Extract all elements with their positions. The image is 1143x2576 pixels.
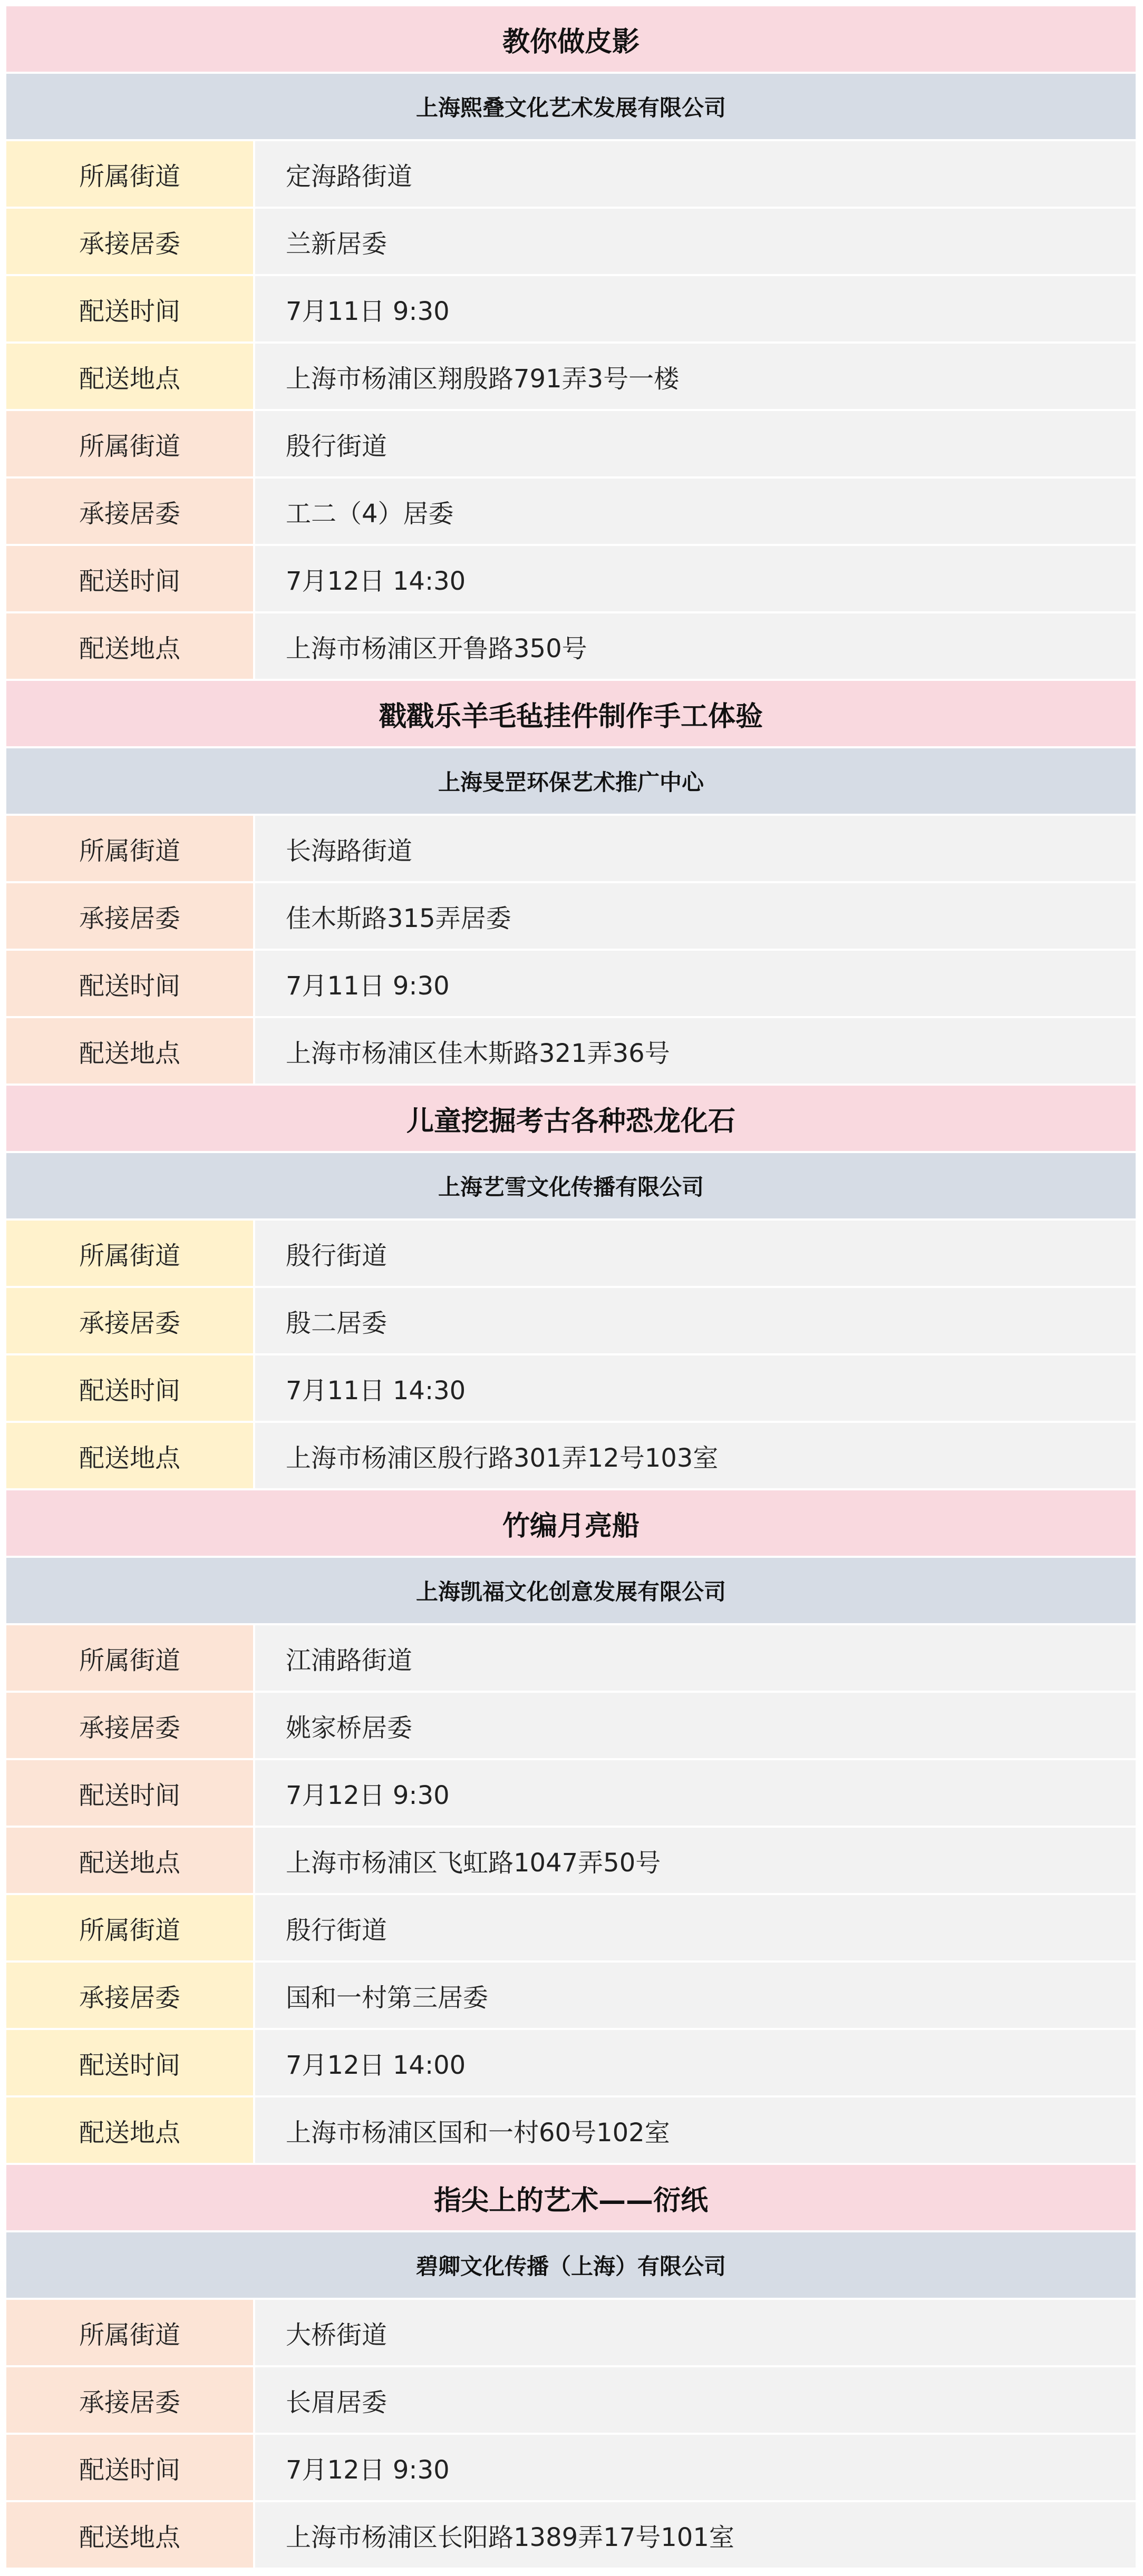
table-row: [6, 1625, 1136, 1691]
table-row: [6, 1693, 1136, 1758]
field-label: 配送地点: [6, 1423, 253, 1488]
field-value: 定海路街道: [255, 141, 1136, 207]
table-row: [6, 546, 1136, 611]
table-row: [6, 344, 1136, 409]
table-row: [6, 1221, 1136, 1286]
field-value: 长海路街道: [255, 816, 1136, 881]
event-title: 儿童挖掘考古各种恐龙化石: [6, 1086, 1136, 1151]
field-label: 承接居委: [6, 1693, 253, 1758]
table-row: [6, 209, 1136, 274]
table-row: [6, 141, 1136, 207]
table-row: [6, 1423, 1136, 1488]
field-value: 7月11日 9:30: [255, 951, 1136, 1016]
table-row: [6, 1828, 1136, 1893]
table-row: [6, 1288, 1136, 1353]
field-value: 上海市杨浦区殷行路301弄12号103室: [255, 1423, 1136, 1488]
table-row: [6, 2300, 1136, 2365]
field-value: 上海市杨浦区国和一村60号102室: [255, 2097, 1136, 2163]
field-value: 国和一村第三居委: [255, 1963, 1136, 2028]
field-label: 配送地点: [6, 344, 253, 409]
field-value: 7月12日 14:00: [255, 2030, 1136, 2095]
field-value: 上海市杨浦区佳木斯路321弄36号: [255, 1018, 1136, 1084]
table-row: [6, 2435, 1136, 2500]
field-value: 上海市杨浦区翔殷路791弄3号一楼: [255, 344, 1136, 409]
table-row: [6, 276, 1136, 341]
field-value: 7月12日 9:30: [255, 1760, 1136, 1826]
table-row: [6, 411, 1136, 476]
field-label: 所属街道: [6, 816, 253, 881]
table-row: [6, 1355, 1136, 1421]
event-title: 竹编月亮船: [6, 1490, 1136, 1556]
field-value: 殷行街道: [255, 1895, 1136, 1960]
field-label: 所属街道: [6, 1895, 253, 1960]
field-label: 配送时间: [6, 546, 253, 611]
organizer-name: 上海艺雪文化传播有限公司: [6, 1153, 1136, 1218]
field-label: 配送地点: [6, 2502, 253, 2568]
organizer-name: 上海凯福文化创意发展有限公司: [6, 1558, 1136, 1623]
table-row: [6, 613, 1136, 679]
table-row: [6, 2367, 1136, 2433]
event-title: 戳戳乐羊毛毡挂件制作手工体验: [6, 681, 1136, 746]
field-label: 配送地点: [6, 1018, 253, 1084]
field-label: 配送地点: [6, 1828, 253, 1893]
table-row: [6, 1018, 1136, 1084]
field-label: 配送时间: [6, 1355, 253, 1421]
field-label: 承接居委: [6, 883, 253, 949]
table-row: [6, 1760, 1136, 1826]
field-label: 配送地点: [6, 2097, 253, 2163]
table-row: [6, 883, 1136, 949]
field-label: 所属街道: [6, 1221, 253, 1286]
field-label: 配送时间: [6, 2030, 253, 2095]
field-label: 承接居委: [6, 2367, 253, 2433]
table-row: [6, 2030, 1136, 2095]
table-row: [6, 951, 1136, 1016]
table-row: [6, 1895, 1136, 1960]
event-title: 指尖上的艺术——衍纸: [6, 2165, 1136, 2230]
table-row: [6, 1963, 1136, 2028]
table-row: [6, 2502, 1136, 2568]
table-row: [6, 816, 1136, 881]
table-row: [6, 2097, 1136, 2163]
field-label: 承接居委: [6, 1288, 253, 1353]
field-value: 7月12日 14:30: [255, 546, 1136, 611]
field-label: 配送地点: [6, 613, 253, 679]
organizer-name: 碧卿文化传播（上海）有限公司: [6, 2232, 1136, 2298]
event-title: 教你做皮影: [6, 6, 1136, 72]
field-label: 所属街道: [6, 141, 253, 207]
field-label: 承接居委: [6, 1963, 253, 2028]
field-value: 7月12日 9:30: [255, 2435, 1136, 2500]
field-label: 所属街道: [6, 2300, 253, 2365]
field-label: 配送时间: [6, 951, 253, 1016]
field-value: 殷行街道: [255, 411, 1136, 476]
event-schedule-table: [6, 6, 1136, 2570]
field-value: 上海市杨浦区飞虹路1047弄50号: [255, 1828, 1136, 1893]
table-row: [6, 479, 1136, 544]
field-label: 配送时间: [6, 2435, 253, 2500]
field-value: 7月11日 9:30: [255, 276, 1136, 341]
field-label: 承接居委: [6, 479, 253, 544]
field-value: 殷行街道: [255, 1221, 1136, 1286]
field-label: 配送时间: [6, 1760, 253, 1826]
field-value: 长眉居委: [255, 2367, 1136, 2433]
field-value: 姚家桥居委: [255, 1693, 1136, 1758]
organizer-name: 上海熙叠文化艺术发展有限公司: [6, 74, 1136, 139]
field-label: 配送时间: [6, 276, 253, 341]
field-label: 所属街道: [6, 1625, 253, 1691]
field-label: 所属街道: [6, 411, 253, 476]
field-value: 上海市杨浦区开鲁路350号: [255, 613, 1136, 679]
field-value: 大桥街道: [255, 2300, 1136, 2365]
field-value: 兰新居委: [255, 209, 1136, 274]
field-value: 工二（4）居委: [255, 479, 1136, 544]
field-value: 佳木斯路315弄居委: [255, 883, 1136, 949]
field-value: 上海市杨浦区长阳路1389弄17号101室: [255, 2502, 1136, 2568]
organizer-name: 上海旻罡环保艺术推广中心: [6, 748, 1136, 814]
field-value: 7月11日 14:30: [255, 1355, 1136, 1421]
field-label: 承接居委: [6, 209, 253, 274]
field-value: 江浦路街道: [255, 1625, 1136, 1691]
field-value: 殷二居委: [255, 1288, 1136, 1353]
